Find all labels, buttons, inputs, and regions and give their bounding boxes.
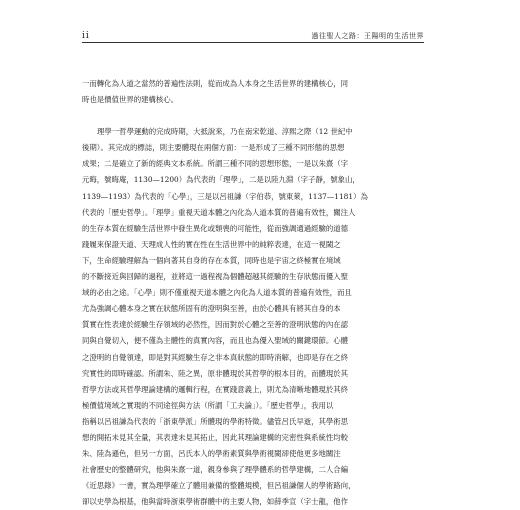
page-number: ii: [82, 31, 90, 41]
text-line: 哲學方法或其哲學理論建構的邏輯行程，在實踐意義上，則尤為清晰地體現於其終: [82, 384, 349, 394]
text-line: 下，生命經驗理解為一個向著其自身的存在本質，同時也是宇宙之終極實在境域: [82, 255, 341, 265]
text-line: 極價值境域之實現的不同途徑與方法（所謂「工夫論」）。「歷史哲學」，我用以: [82, 400, 334, 410]
paragraph-gap: [82, 108, 424, 124]
text-line: 想的開拓未見其全量，其表達未見其拓止，因此其理論建構的完密性與系統性均較: [82, 432, 349, 442]
text-line: 1139—1193）為代表的「心學」，三是以呂祖謙（字伯恭，號東萊，1137—1181）為: [82, 191, 368, 201]
running-header: 過往聖人之路：王陽明的生活世界: [311, 32, 424, 40]
text-line: 的不斷接近與回歸的過程，並將這一過程視為個體超越其經驗的生存狀態而優入聖: [82, 272, 349, 282]
text-line: 同與自覺切入，便不僅為主體性的真實內容，而且也為優入聖域的關鍵環節。心體: [82, 336, 349, 346]
paragraph-2: [82, 124, 424, 510]
text-line: 時也是價值世界的建構核心。: [82, 95, 179, 105]
text-line: 成果；二是確立了新的經典文本系統。所謂三種不同的思想形態，一是以朱熹（字: [82, 159, 349, 169]
text-line: 質實在性表達於經驗生存領域的必然性，因而對於心體之至善的澄明狀態的內在認: [82, 320, 349, 330]
text-line: 後期）。其完成的標誌，則主要體現在兩個方面：一是形成了三種不同形態的思想: [82, 143, 345, 153]
text-line: 《近思錄》一書，實為理學確立了體用兼備的整體規模，但呂祖謙個人的學術路向，: [82, 481, 356, 491]
paragraph-1: [82, 76, 424, 108]
body-text: [82, 76, 424, 510]
text-line: 之澄明的自覺領達，即是對其經驗生存之非本真狀態的即時消解，也即是存在之終: [82, 352, 349, 362]
text-line: 理學一哲學運動的完成時期，大抵說來，乃在南宋乾道、淳熙之際（12 世紀中: [97, 127, 353, 137]
text-line: 朱、陸為遜色，但另一方面，呂氏本人的學術素質與學術視閾卻使他更多地關注: [82, 449, 341, 459]
text-line: 究實性的即時確認。所謂朱、陸之異，原非體現於其哲學的根本目的，而體現於其: [82, 368, 349, 378]
text-line: 的生存本質在經驗生活世界中發生異化或頹喪的可能性，從而強調通過經驗的道德: [82, 223, 349, 233]
header-rule: [82, 42, 424, 43]
text-line: 元晦，號晦庵，1130—1200）為代表的「理學」，二是以陸九淵（字子靜，號象山，: [82, 175, 360, 185]
text-line: 一而轉化為人道之當然的普遍性法則，從而成為人本身之生活世界的建構核心，同: [82, 79, 349, 88]
text-line: 社會歷史的整體研究，他與朱熹一道，親身參與了理學體系的哲學建構，二人合編: [82, 465, 349, 475]
text-line: 卻以史學為根基，他與當時浙東學術群體中的主要人物，如薛季宣（字士龍，他作: [82, 497, 349, 507]
text-line: 域的必由之途。「心學」則不僅重視天道本體之內化為人道本質的普遍有效性，而且: [82, 288, 352, 298]
text-line: 代表的「歷史哲學」。「理學」重視天道本體之內化為人道本質的普遍有效性，關注人: [82, 207, 356, 217]
text-line: 指稱以呂祖謙為代表的「浙東學派」所體現的學術特徵。儘管呂氏早逝，其學術思: [82, 416, 349, 426]
text-line: 尤為強調心體本身之實在狀態所固有的澄明與至善，由於心體具有將其自身的本: [82, 304, 341, 314]
text-line: 踐履來保證天道、天理成人性的實在性在生活世界中的純粹表達，在這一視閾之: [82, 239, 341, 249]
